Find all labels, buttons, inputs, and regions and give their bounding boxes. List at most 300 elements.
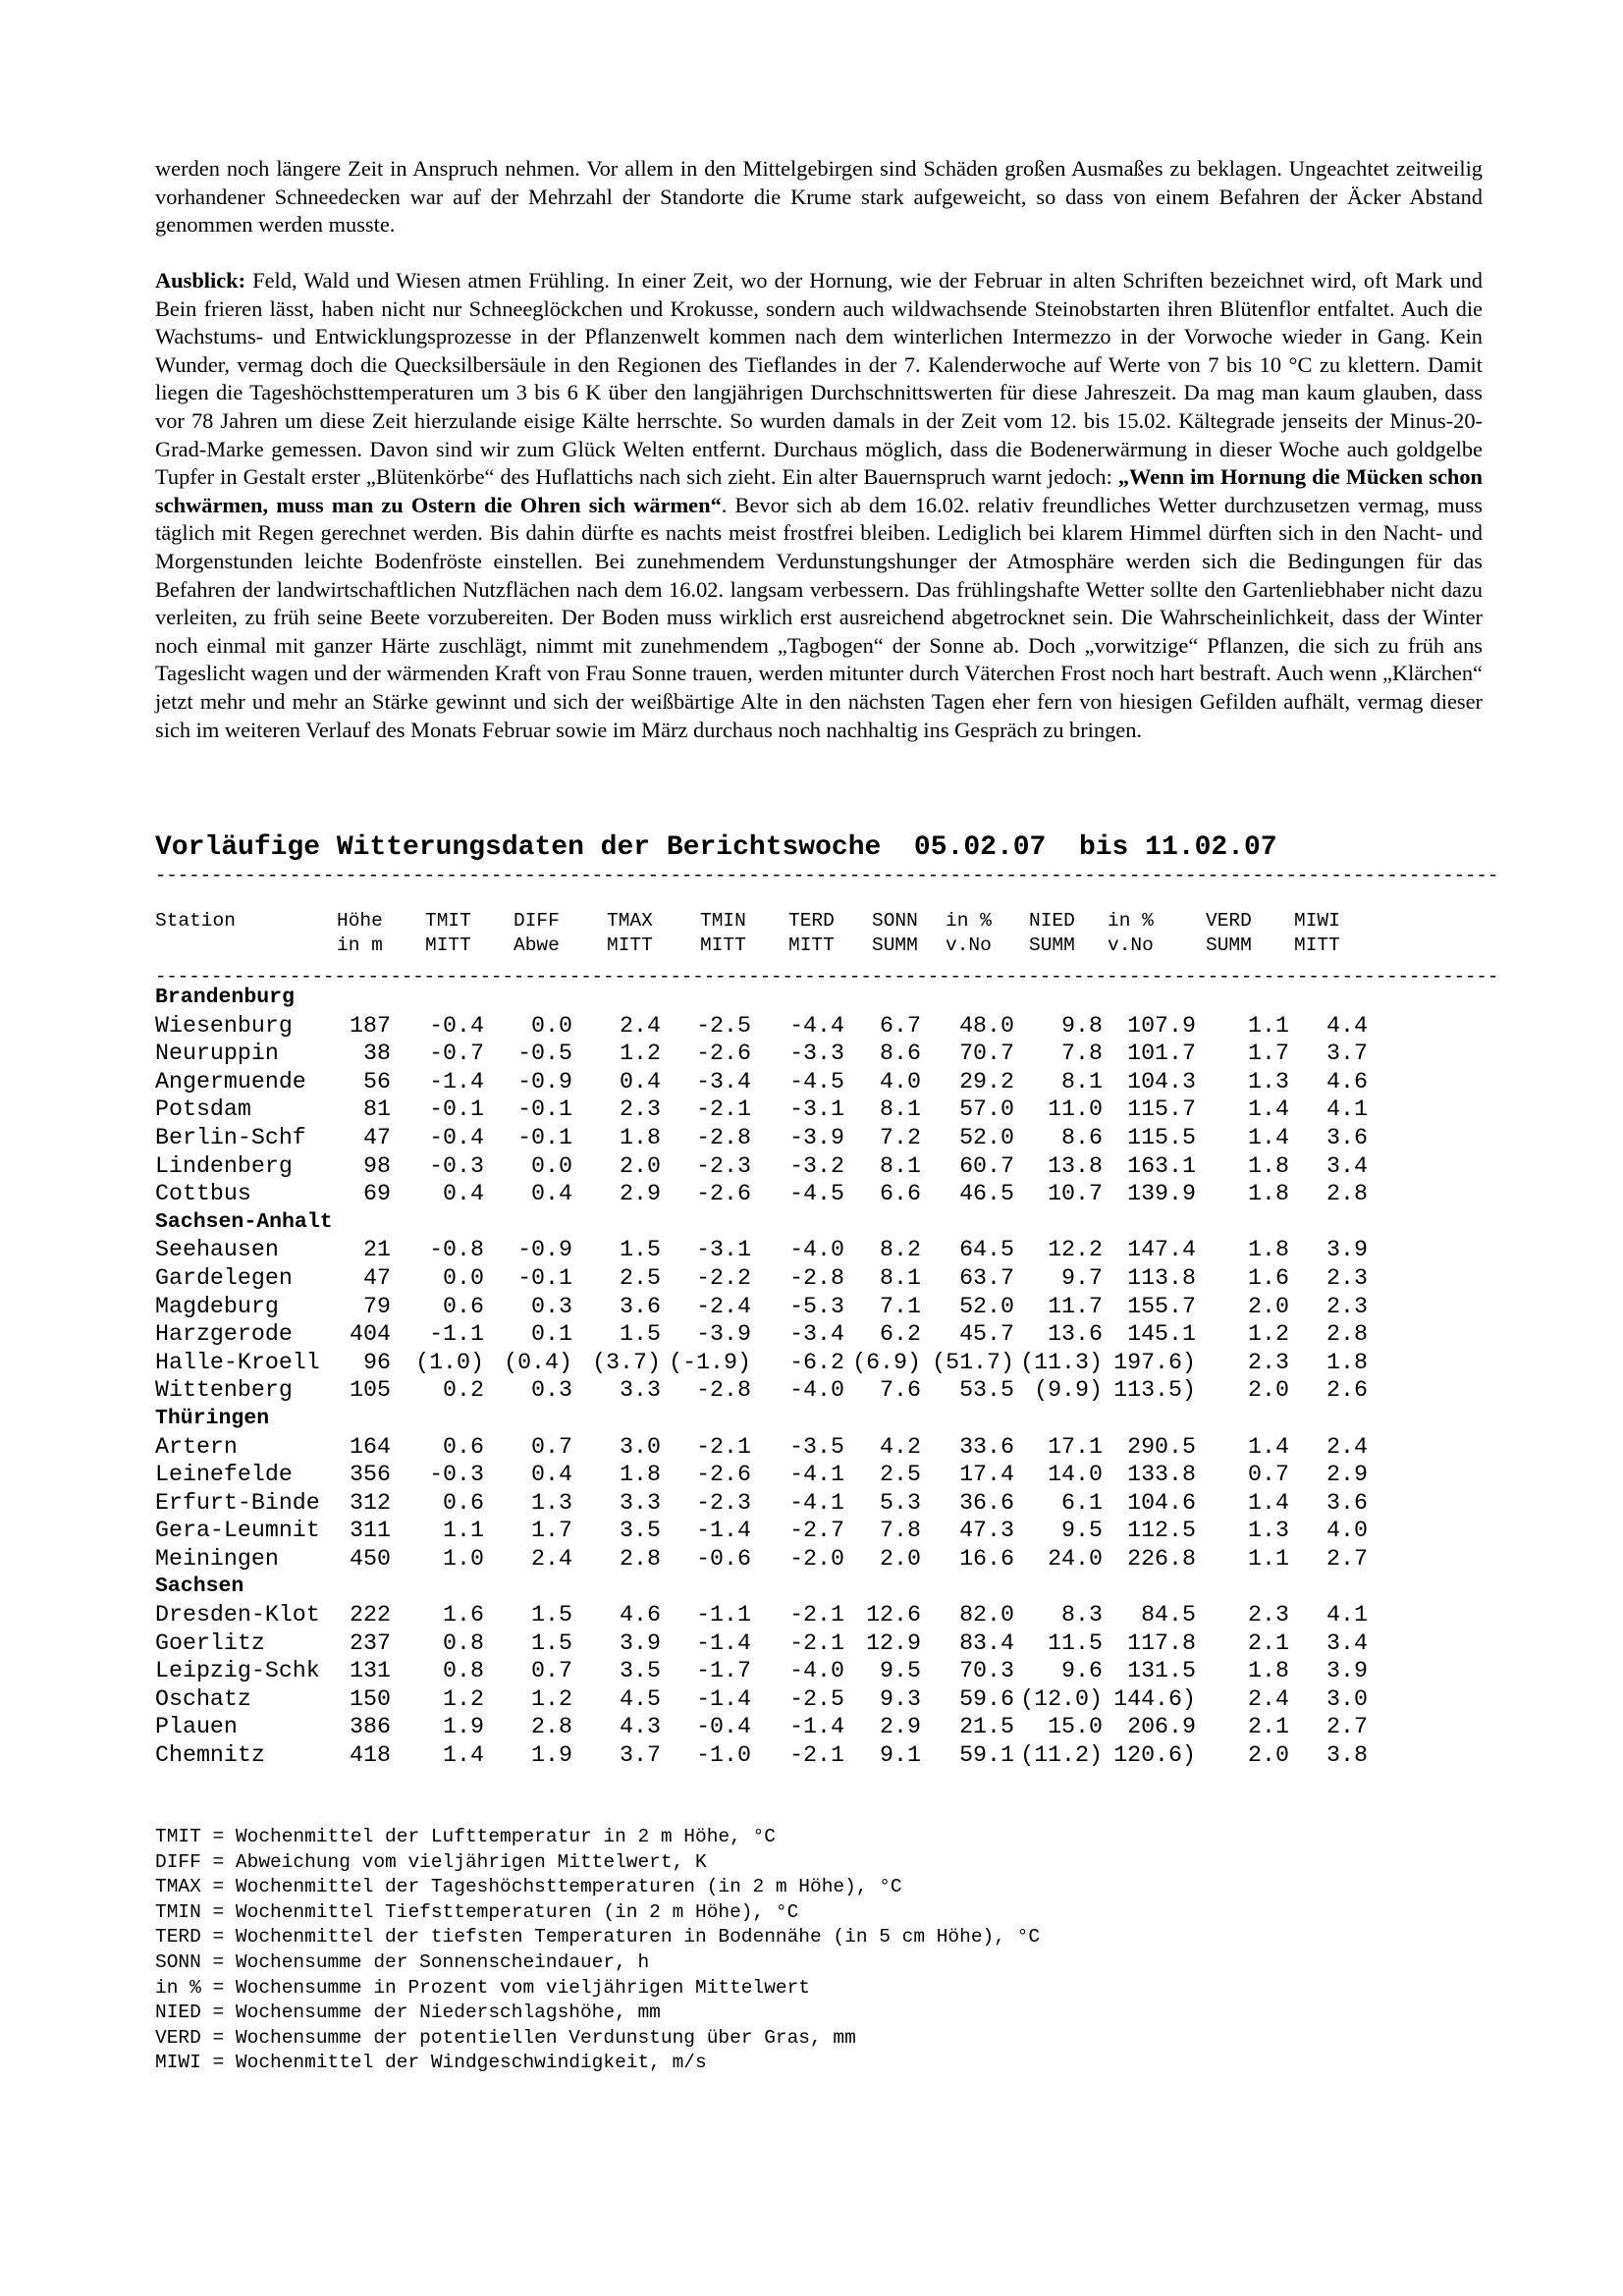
table-row [155, 1068, 1368, 1096]
table-cell: 59.6 [959, 1685, 1014, 1712]
table-cell: 8.3 [1061, 1602, 1103, 1629]
table-cell: 4.4 [1326, 1012, 1368, 1039]
table-cell: 3.7 [620, 1742, 661, 1769]
proverb-quote: „Wenn im Hornung die Mücken schon schwärmen, muss man zu Ostern die Ohren sich wärmen“ [155, 464, 1483, 517]
table-cell: 8.6 [880, 1041, 921, 1067]
table-row [155, 1433, 1368, 1462]
table-cell: 21.5 [959, 1714, 1014, 1740]
table-cell: 1.2 [443, 1685, 484, 1712]
table-cell: -1.1 [696, 1602, 751, 1629]
table-cell: -0.4 [429, 1012, 484, 1039]
table-cell: 53.5 [959, 1377, 1014, 1404]
table-cell: 0.0 [443, 1264, 484, 1291]
table-cell: 1.3 [531, 1489, 572, 1516]
table-title: Vorläufige Witterungsdaten der Berichtswoche 05.02.07 bis 11.02.07 [155, 832, 1277, 863]
column-header: SUMM [1029, 934, 1075, 956]
table-cell: 3.8 [1326, 1742, 1368, 1769]
table-cell: 0.8 [443, 1629, 484, 1656]
table-row [155, 1320, 1368, 1349]
table-cell: -2.8 [789, 1264, 844, 1291]
table-cell: -1.4 [696, 1685, 751, 1712]
table-cell: 101.7 [1127, 1041, 1196, 1067]
table-cell: 1.8 [1248, 1237, 1289, 1263]
table-cell: 1.1 [1248, 1545, 1289, 1572]
table-row [155, 1264, 1368, 1293]
column-header: NIED [1029, 910, 1075, 932]
table-cell: 12.2 [1048, 1237, 1103, 1263]
table-row [155, 1152, 1368, 1181]
table-cell: 2.8 [620, 1545, 661, 1572]
table-row [155, 1545, 1368, 1574]
table-cell: 2.0 [620, 1152, 661, 1179]
column-header: DIFF [514, 910, 560, 932]
column-header: v.No [1108, 934, 1154, 956]
table-cell: 56 [363, 1068, 391, 1095]
table-cell: 8.1 [880, 1096, 921, 1123]
station-name: Cottbus [155, 1181, 251, 1207]
table-cell: 197.6) [1113, 1349, 1196, 1375]
table-cell: 3.9 [1326, 1237, 1368, 1263]
table-cell: 115.5 [1127, 1124, 1196, 1150]
table-cell: 117.8 [1127, 1629, 1196, 1656]
table-cell: (-1.9) [669, 1349, 751, 1375]
table-cell: (9.9) [1034, 1377, 1103, 1404]
table-cell: 8.6 [1061, 1124, 1103, 1150]
table-cell: -3.4 [696, 1068, 751, 1095]
table-cell: -2.6 [696, 1041, 751, 1067]
table-cell: 2.3 [1326, 1264, 1368, 1291]
table-cell: (51.7) [932, 1349, 1014, 1375]
table-cell: -0.3 [429, 1462, 484, 1488]
table-cell: 8.1 [880, 1152, 921, 1179]
table-cell: 2.8 [1326, 1321, 1368, 1348]
column-header: Abwe [514, 934, 560, 956]
column-header: Station [155, 910, 236, 932]
column-header: SUMM [872, 934, 918, 956]
table-cell: 6.6 [880, 1181, 921, 1207]
table-cell: -0.1 [517, 1264, 572, 1291]
table-cell: 9.7 [1061, 1264, 1103, 1291]
table-cell: 9.5 [1061, 1518, 1103, 1544]
table-cell: 59.1 [959, 1742, 1014, 1769]
table-cell: 1.7 [531, 1518, 572, 1544]
paragraph-text: werden noch längere Zeit in Anspruch nehmen. Vor allem in den Mittelgebirgen sind Schäden großen Ausmaßes zu beklagen. Ungeachtet zeitweilig vorhandener Schneedecken war auf der Mehrzahl der Standorte die Krume stark aufgeweicht, so dass von einem Befahren der Äcker Abstand genommen werden musste. [155, 156, 1483, 238]
table-cell: 82.0 [959, 1602, 1014, 1629]
table-row [155, 1657, 1368, 1685]
table-cell: (6.9) [852, 1349, 921, 1375]
table-cell: -3.3 [789, 1041, 844, 1067]
column-header: Höhe [337, 910, 383, 932]
table-cell: 3.3 [620, 1489, 661, 1516]
station-name: Lindenberg [155, 1152, 293, 1179]
table-cell: 145.1 [1127, 1321, 1196, 1348]
table-cell: -2.8 [696, 1377, 751, 1404]
table-row [155, 1349, 1368, 1377]
outlook-paragraph [155, 267, 1483, 744]
table-cell: -0.3 [429, 1152, 484, 1179]
table-cell: -2.3 [696, 1489, 751, 1516]
table-cell: 131.5 [1127, 1658, 1196, 1684]
table-cell: 11.7 [1048, 1293, 1103, 1319]
table-cell: 13.6 [1048, 1321, 1103, 1348]
table-cell: 2.9 [1326, 1462, 1368, 1488]
table-cell: -0.8 [429, 1237, 484, 1263]
table-cell: 2.3 [1248, 1349, 1289, 1375]
legend-item: TMIT = Wochenmittel der Lufttemperatur in 2 m Höhe, °C [155, 1826, 776, 1847]
outlook-text-part1: Feld, Wald und Wiesen atmen Frühling. In einer Zeit, wo der Hornung, wie der Februar in alten Schriften bezeichnet wird, oft Mark und Bein frieren lässt, haben nicht nur Schneeglöckchen und Krokusse, sondern auch wildwachsende Steinobstarten ihren Blütenflor entfaltet. Auch die Wachstums- und Entwicklungsprozesse in der Pflanzenwelt kommen nach dem winterlichen Intermezzo in der Vorwoche wieder in Gang. Kein Wunder, vermag doch die Quecksilbersäule in den Regionen des Tieflandes in der 7. Kalenderwoche auf Werte von 7 bis 10 °C zu klettern. Damit liegen die Tageshöchsttemperaturen um 3 bis 6 K über den langjährigen Durchschnittswerten für diese Jahreszeit. Da mag man kaum glauben, dass vor 78 Jahren um diese Zeit hierzulande eisige Kälte herrschte. So wurden damals in der Zeit vom 12. bis 15.02. Kältegrade jenseits der Minus-20-Grad-Marke gemessen. Davon sind wir zum Glück Welten entfernt. Durchaus möglich, dass die Bodenerwärmung in dieser Woche auch goldgelbe Tupfer in Gestalt erster „Blütenkörbe“ des Huflattichs nach sich zieht. Ein alter Bauernspruch warnt jedoch: [155, 268, 1483, 490]
table-cell: 2.9 [880, 1714, 921, 1740]
table-cell: -0.6 [696, 1545, 751, 1572]
table-cell: 1.8 [1248, 1152, 1289, 1179]
legend-item: SONN = Wochensumme der Sonnenscheindauer, h [155, 1950, 650, 1973]
table-cell: 4.1 [1326, 1096, 1368, 1123]
table-row [155, 1012, 1368, 1041]
table-cell: 1.1 [1248, 1012, 1289, 1039]
table-cell: 356 [350, 1462, 391, 1488]
table-cell: 120.6) [1113, 1742, 1196, 1769]
table-cell: 0.4 [620, 1068, 661, 1095]
station-name: Berlin-Schf [155, 1124, 306, 1150]
table-cell: 3.6 [1326, 1124, 1368, 1150]
table-cell: -3.2 [789, 1152, 844, 1179]
table-cell: 312 [350, 1489, 391, 1516]
table-cell: -2.1 [696, 1096, 751, 1123]
table-cell: 70.7 [959, 1041, 1014, 1067]
table-row [155, 1713, 1368, 1741]
station-name: Wittenberg [155, 1377, 293, 1404]
table-cell: 4.6 [620, 1602, 661, 1629]
legend-item: DIFF = Abweichung vom vieljährigen Mittelwert, K [155, 1850, 707, 1873]
table-cell: 4.2 [880, 1433, 921, 1460]
table-row [155, 1461, 1368, 1489]
legend-item: TERD = Wochenmittel der tiefsten Temperaturen in Bodennähe (in 5 cm Höhe), °C [155, 1926, 1041, 1949]
table-cell: (3.7) [592, 1349, 661, 1375]
table-cell: 9.1 [880, 1742, 921, 1769]
legend-item: NIED = Wochensumme der Niederschlagshöhe, mm [155, 2002, 661, 2024]
table-cell: 1.8 [620, 1124, 661, 1150]
table-cell: -0.1 [517, 1124, 572, 1150]
table-cell: 0.0 [531, 1012, 572, 1039]
column-header: in m [337, 934, 383, 956]
table-cell: 69 [363, 1181, 391, 1207]
table-cell: -2.5 [696, 1012, 751, 1039]
table-cell: 2.0 [1248, 1377, 1289, 1404]
table-cell: 1.5 [620, 1237, 661, 1263]
station-name: Seehausen [155, 1237, 279, 1263]
table-cell: -1.4 [696, 1629, 751, 1656]
table-cell: -2.1 [789, 1602, 844, 1629]
table-row [155, 1376, 1368, 1405]
table-cell: -1.1 [429, 1321, 484, 1348]
table-cell: -2.6 [696, 1181, 751, 1207]
table-cell: 16.6 [959, 1545, 1014, 1572]
station-name: Gera-Leumnit [155, 1518, 320, 1544]
column-header: MITT [788, 934, 835, 956]
table-cell: -0.4 [696, 1714, 751, 1740]
table-cell: 48.0 [959, 1012, 1014, 1039]
table-cell: -2.3 [696, 1152, 751, 1179]
table-cell: 33.6 [959, 1433, 1014, 1460]
table-cell: 1.7 [1248, 1041, 1289, 1067]
table-cell: 7.8 [880, 1518, 921, 1544]
station-name: Potsdam [155, 1096, 251, 1123]
table-cell: 8.1 [880, 1264, 921, 1291]
table-cell: 4.6 [1326, 1068, 1368, 1095]
table-cell: 21 [363, 1237, 391, 1263]
table-cell: 47 [363, 1124, 391, 1150]
table-cell: 3.0 [620, 1433, 661, 1460]
table-cell: 0.4 [531, 1181, 572, 1207]
legend-item: in % = Wochensumme in Prozent vom vieljährigen Mittelwert [155, 1976, 811, 1999]
table-cell: -1.4 [789, 1714, 844, 1740]
table-cell: 12.9 [866, 1629, 921, 1656]
table-cell: -2.8 [696, 1124, 751, 1150]
table-cell: 2.3 [1326, 1293, 1368, 1319]
station-name: Neuruppin [155, 1041, 279, 1067]
column-header: in % [1108, 910, 1154, 932]
table-cell: 237 [350, 1629, 391, 1656]
table-cell: 2.4 [1326, 1433, 1368, 1460]
table-cell: 79 [363, 1293, 391, 1319]
column-header: MIWI [1294, 910, 1340, 932]
table-cell: 3.4 [1326, 1629, 1368, 1656]
table-cell: 222 [350, 1602, 391, 1629]
table-cell: 0.1 [531, 1321, 572, 1348]
table-cell: 60.7 [959, 1152, 1014, 1179]
station-name: Angermuende [155, 1068, 306, 1095]
table-cell: 0.6 [443, 1293, 484, 1319]
station-name: Dresden-Klot [155, 1602, 320, 1629]
table-cell: -2.6 [696, 1462, 751, 1488]
table-cell: 96 [363, 1349, 391, 1375]
table-cell: 10.7 [1048, 1181, 1103, 1207]
table-cell: 1.1 [443, 1518, 484, 1544]
table-cell: -3.9 [789, 1124, 844, 1150]
table-cell: 17.1 [1048, 1433, 1103, 1460]
table-row [155, 1489, 1368, 1518]
region-heading: Thüringen [155, 1406, 270, 1430]
table-cell: 1.5 [620, 1321, 661, 1348]
table-cell: 187 [350, 1012, 391, 1039]
table-cell: 1.4 [443, 1742, 484, 1769]
table-cell: 1.4 [1248, 1096, 1289, 1123]
table-cell: -4.0 [789, 1377, 844, 1404]
station-name: Goerlitz [155, 1629, 265, 1656]
table-cell: 450 [350, 1545, 391, 1572]
table-cell: 3.6 [1326, 1489, 1368, 1516]
table-cell: 47.3 [959, 1518, 1014, 1544]
table-cell: 98 [363, 1152, 391, 1179]
table-row [155, 1095, 1368, 1124]
table-cell: 4.1 [1326, 1602, 1368, 1629]
table-cell: 2.5 [880, 1462, 921, 1488]
table-cell: 52.0 [959, 1124, 1014, 1150]
station-name: Chemnitz [155, 1742, 265, 1769]
column-header: MITT [700, 934, 746, 956]
table-cell: -2.2 [696, 1264, 751, 1291]
table-cell: -4.5 [789, 1181, 844, 1207]
divider-line: ------------------------------------------------------------------------------------------------------------------------ [155, 865, 1499, 886]
outlook-text-part2: . Bevor sich ab dem 16.02. relativ freundliches Wetter durchzusetzen vermag, muss täglich mit Regen gerechnet werden. Bis dahin dürfte es nachts meist frostfrei bleiben. Lediglich bei klarem Himmel dürften sich in den Nacht- und Morgenstunden leichte Bodenfröste einstellen. Bei zunehmendem Verdunstungshunger der Atmosphäre werden sich die Bedingungen für das Befahren der landwirtschaftlichen Nutzflächen nach dem 16.02. langsam verbessern. Das frühlingshafte Wetter sollte den Gartenliebhaber nicht dazu verleiten, zu früh seine Beete vorzubereiten. Der Boden muss wirklich erst ausreichend abgetrocknet sein. Die Wahrscheinlichkeit, dass der Winter noch einmal mit ganzer Härte zuschlägt, nimmt mit zunehmendem „Tagbogen“ der Sonne ab. Doch „vorwitzige“ Pflanzen, die sich zu früh ans Tageslicht wagen und der wärmenden Kraft von Frau Sonne trauen, werden mitunter durch Väterchen Frost noch hart bestraft. Auch wenn „Klärchen“ jetzt mehr und mehr an Stärke gewinnt und sich der weißbärtige Alte in den nächsten Tagen eher fern von hiesigen Gefilden aufhält, vermag dieser sich im weiteren Verlauf des Monats Februar sowie im März durchaus noch nachhaltig ins Gespräch zu bringen. [155, 492, 1484, 742]
column-header: VERD [1206, 910, 1252, 932]
table-cell: (11.3) [1020, 1349, 1103, 1375]
table-cell: -0.4 [429, 1124, 484, 1150]
table-cell: 3.0 [1326, 1685, 1368, 1712]
column-header: MITT [607, 934, 653, 956]
table-cell: 47 [363, 1264, 391, 1291]
table-cell: 7.1 [880, 1293, 921, 1319]
table-cell: 6.1 [1061, 1489, 1103, 1516]
table-cell: 2.0 [1248, 1742, 1289, 1769]
table-cell: 0.3 [531, 1377, 572, 1404]
station-name: Leipzig-Schk [155, 1658, 320, 1684]
table-cell: -2.7 [789, 1518, 844, 1544]
table-cell: 11.0 [1048, 1096, 1103, 1123]
table-row [155, 1601, 1368, 1629]
table-cell: -6.2 [789, 1349, 844, 1375]
column-header: in % [946, 910, 992, 932]
table-cell: 24.0 [1048, 1545, 1103, 1572]
table-cell: 1.2 [531, 1685, 572, 1712]
table-cell: -2.1 [696, 1433, 751, 1460]
table-cell: 3.9 [1326, 1658, 1368, 1684]
station-name: Halle-Kroell [155, 1349, 320, 1375]
table-cell: 83.4 [959, 1629, 1014, 1656]
table-cell: 113.5) [1113, 1377, 1196, 1404]
table-cell: 404 [350, 1321, 391, 1348]
table-cell: -1.4 [696, 1518, 751, 1544]
table-cell: -2.4 [696, 1293, 751, 1319]
station-name: Plauen [155, 1714, 238, 1740]
table-cell: 0.4 [443, 1181, 484, 1207]
table-cell: 2.9 [620, 1181, 661, 1207]
table-cell: 1.8 [1326, 1349, 1368, 1375]
table-cell: 155.7 [1127, 1293, 1196, 1319]
table-cell: 0.3 [531, 1293, 572, 1319]
table-cell: 1.9 [531, 1742, 572, 1769]
table-cell: 13.8 [1048, 1152, 1103, 1179]
table-cell: 4.0 [1326, 1518, 1368, 1544]
table-cell: -1.7 [696, 1658, 751, 1684]
table-cell: 144.6) [1113, 1685, 1196, 1712]
table-cell: 113.8 [1127, 1264, 1196, 1291]
table-cell: 1.2 [1248, 1321, 1289, 1348]
table-cell: 2.8 [1326, 1181, 1368, 1207]
table-cell: (11.2) [1020, 1742, 1103, 1769]
table-cell: 2.7 [1326, 1545, 1368, 1572]
table-cell: (0.4) [504, 1349, 572, 1375]
table-cell: 17.4 [959, 1462, 1014, 1488]
table-cell: -0.1 [517, 1096, 572, 1123]
table-cell: -3.4 [789, 1321, 844, 1348]
table-cell: 2.1 [1248, 1629, 1289, 1656]
legend-item: VERD = Wochensumme der potentiellen Verdunstung über Gras, mm [155, 2026, 856, 2049]
region-heading: Sachsen-Anhalt [155, 1209, 333, 1234]
table-cell: 57.0 [959, 1096, 1014, 1123]
table-cell: 104.3 [1127, 1068, 1196, 1095]
table-cell: 163.1 [1127, 1152, 1196, 1179]
table-cell: 2.3 [1248, 1602, 1289, 1629]
table-cell: -4.5 [789, 1068, 844, 1095]
table-cell: -1.0 [696, 1742, 751, 1769]
table-cell: 8.2 [880, 1237, 921, 1263]
table-cell: 11.5 [1048, 1629, 1103, 1656]
table-cell: 1.9 [443, 1714, 484, 1740]
legend-item: MIWI = Wochenmittel der Windgeschwindigkeit, m/s [155, 2052, 707, 2074]
column-header: MITT [1294, 934, 1340, 956]
table-cell: 164 [350, 1433, 391, 1460]
table-cell: 139.9 [1127, 1181, 1196, 1207]
table-cell: 131 [350, 1658, 391, 1684]
table-cell: 6.7 [880, 1012, 921, 1039]
table-cell: 2.0 [880, 1545, 921, 1572]
station-name: Magdeburg [155, 1293, 279, 1319]
table-cell: 1.6 [1248, 1264, 1289, 1291]
table-cell: -2.0 [789, 1545, 844, 1572]
weather-data-table [155, 984, 1368, 1770]
table-cell: 3.6 [620, 1293, 661, 1319]
table-cell: 3.5 [620, 1658, 661, 1684]
table-row [155, 1685, 1368, 1714]
table-cell: 14.0 [1048, 1462, 1103, 1488]
table-cell: 4.3 [620, 1714, 661, 1740]
column-header: SUMM [1206, 934, 1252, 956]
table-cell: -5.3 [789, 1293, 844, 1319]
table-cell: 1.8 [1248, 1181, 1289, 1207]
table-cell: 3.3 [620, 1377, 661, 1404]
table-cell: -0.7 [429, 1041, 484, 1067]
table-cell: -4.1 [789, 1462, 844, 1488]
column-header: TMIT [425, 910, 471, 932]
divider-line: ------------------------------------------------------------------------------------------------------------------------ [155, 966, 1499, 988]
table-cell: 386 [350, 1714, 391, 1740]
table-cell: 0.7 [1248, 1462, 1289, 1488]
table-cell: 1.4 [1248, 1433, 1289, 1460]
table-cell: 1.3 [1248, 1518, 1289, 1544]
table-cell: 12.6 [866, 1602, 921, 1629]
table-cell: 9.8 [1061, 1012, 1103, 1039]
table-cell: 7.6 [880, 1377, 921, 1404]
table-cell: -3.1 [789, 1096, 844, 1123]
table-cell: 36.6 [959, 1489, 1014, 1516]
table-cell: 2.1 [1248, 1714, 1289, 1740]
table-cell: 1.4 [1248, 1124, 1289, 1150]
station-name: Artern [155, 1433, 238, 1460]
table-cell: 45.7 [959, 1321, 1014, 1348]
table-cell: 1.2 [620, 1041, 661, 1067]
table-cell: 4.0 [880, 1068, 921, 1095]
table-row [155, 1293, 1368, 1321]
table-cell: 8.1 [1061, 1068, 1103, 1095]
table-cell: 3.4 [1326, 1152, 1368, 1179]
station-name: Oschatz [155, 1685, 251, 1712]
table-cell: -4.0 [789, 1658, 844, 1684]
table-row [155, 1180, 1368, 1208]
table-cell: 1.0 [443, 1545, 484, 1572]
table-cell: 115.7 [1127, 1096, 1196, 1123]
table-cell: 418 [350, 1742, 391, 1769]
table-cell: -0.9 [517, 1068, 572, 1095]
table-cell: 107.9 [1127, 1012, 1196, 1039]
table-cell: -3.1 [696, 1237, 751, 1263]
table-cell: 9.6 [1061, 1658, 1103, 1684]
table-cell: 0.7 [531, 1658, 572, 1684]
intro-paragraph [155, 155, 1483, 240]
region-heading: Sachsen [155, 1575, 244, 1599]
column-header: TMAX [607, 910, 653, 932]
table-row [155, 1741, 1368, 1770]
table-cell: 311 [350, 1518, 391, 1544]
